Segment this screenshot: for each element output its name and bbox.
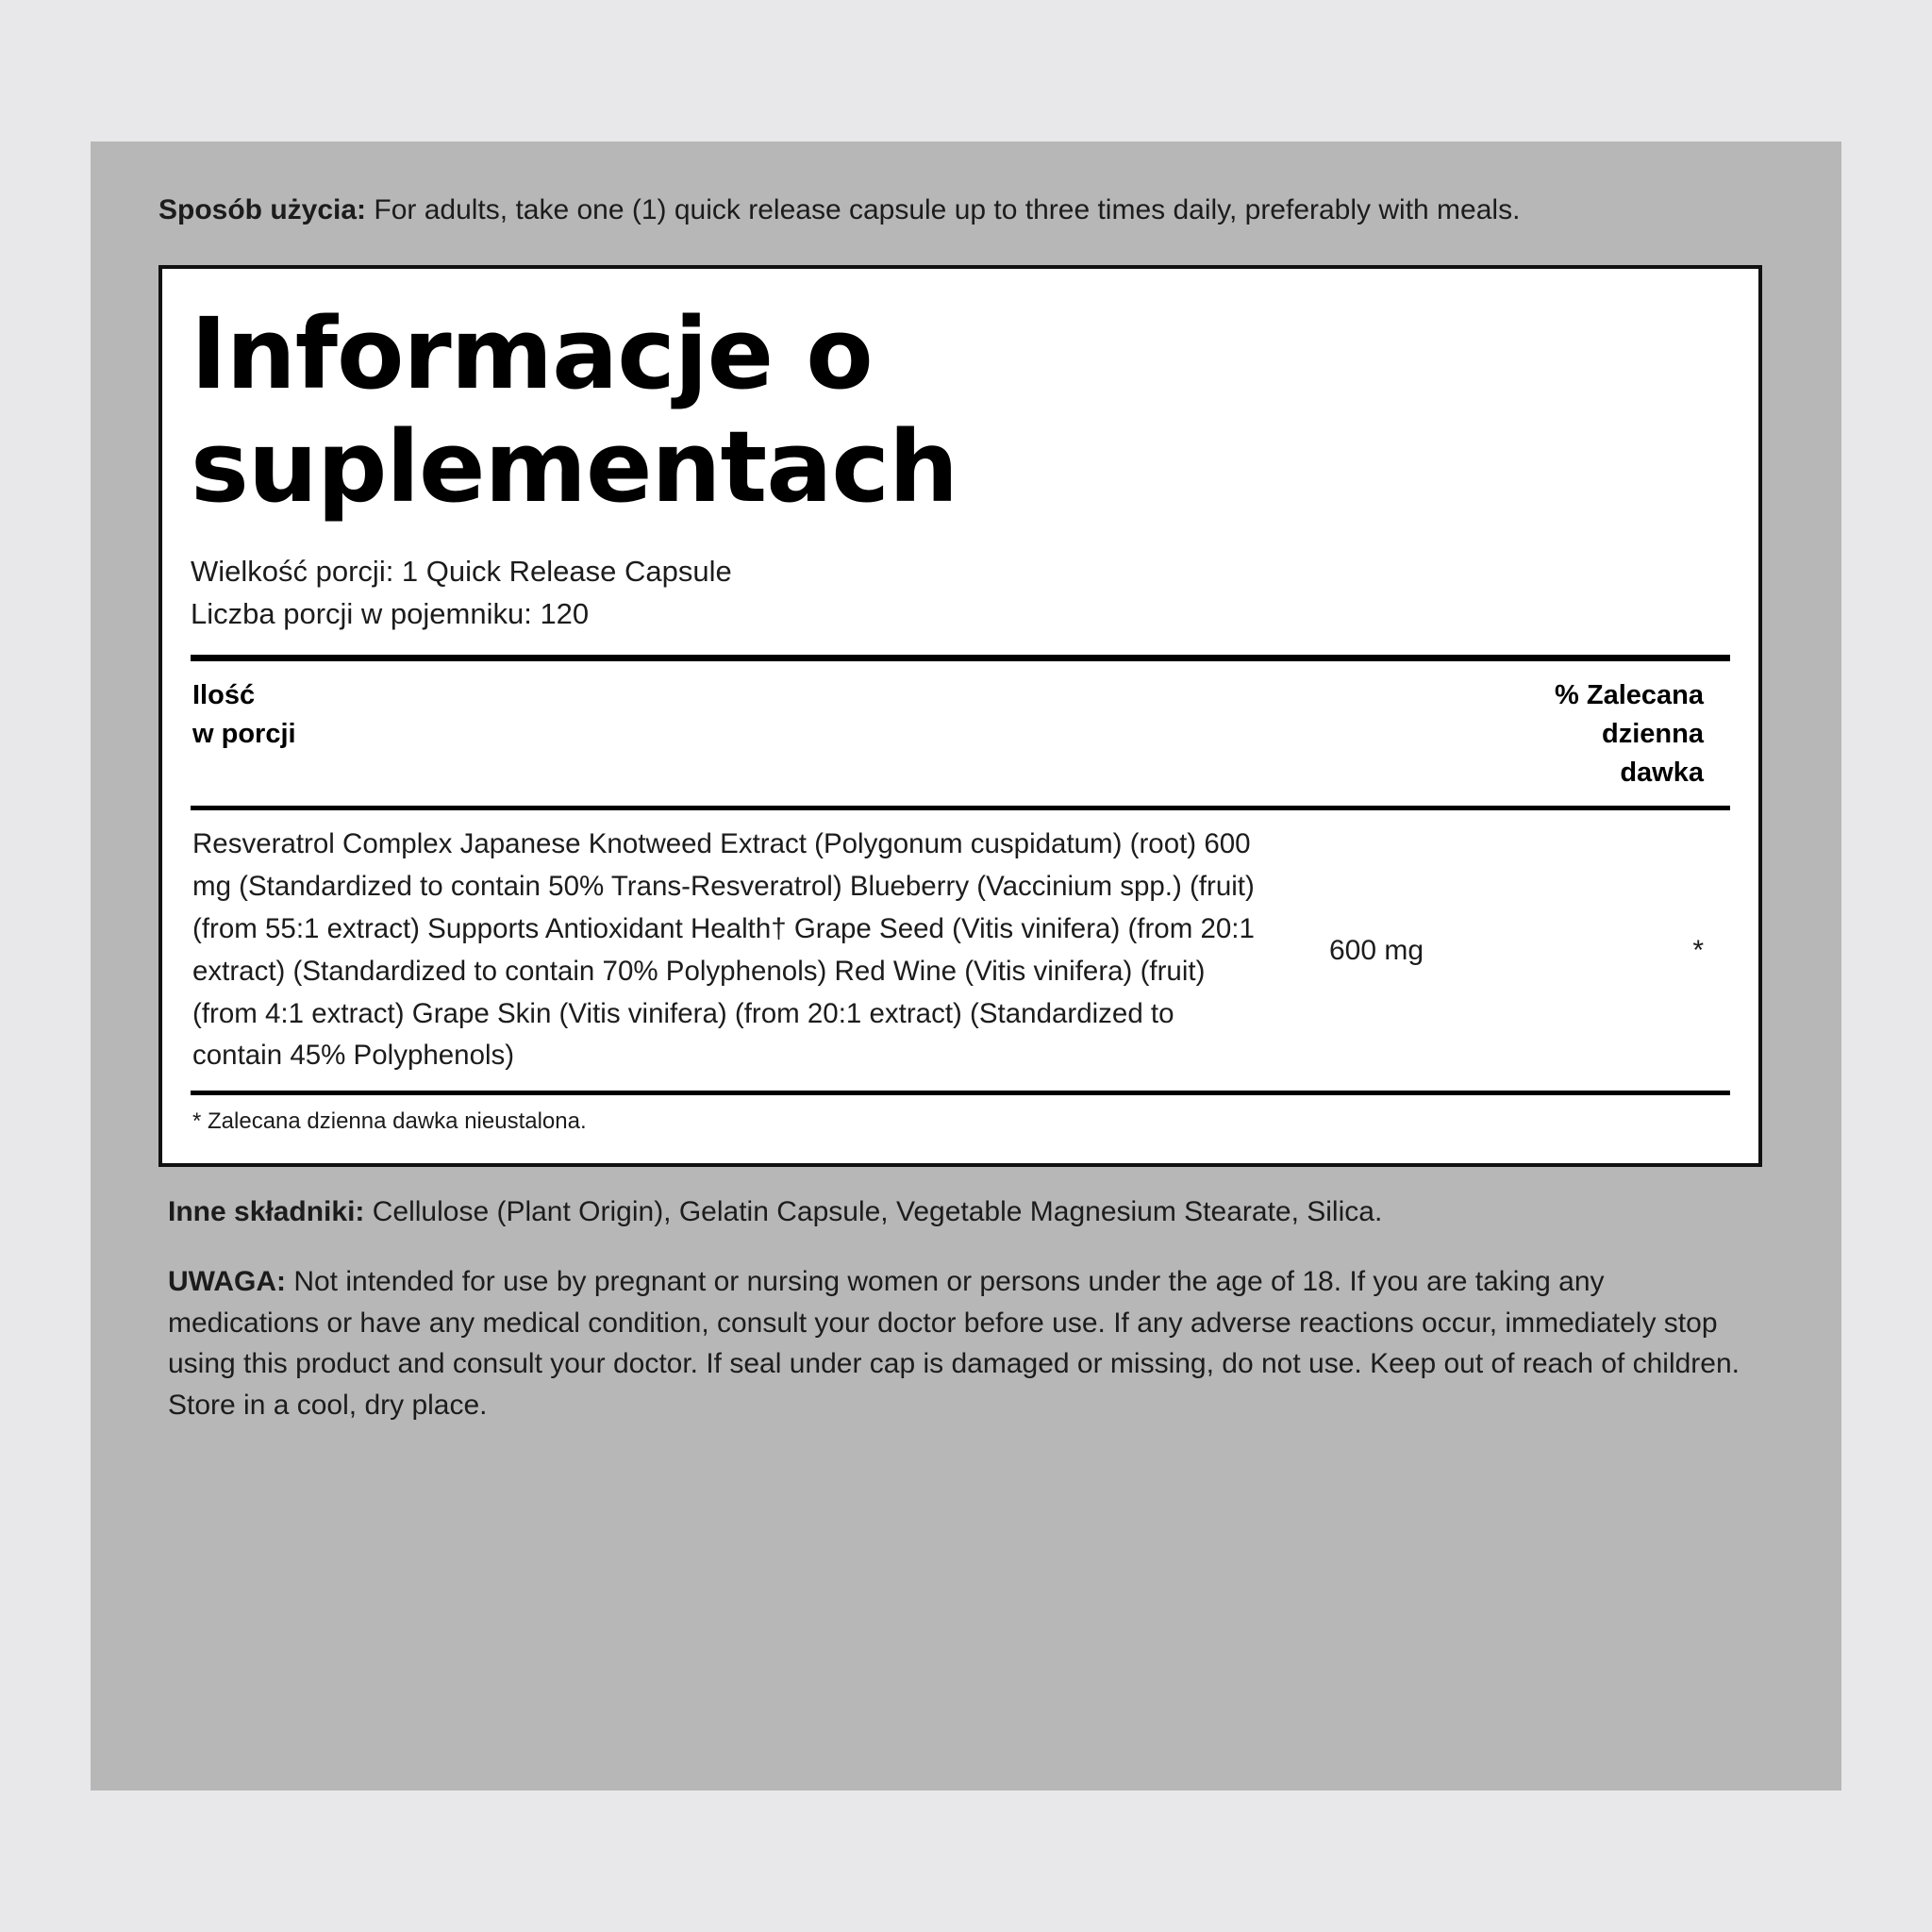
other-ingredients-label: Inne składniki:: [168, 1196, 365, 1228]
other-ingredients-paragraph: [168, 1191, 1753, 1233]
amount-header-line1: Ilość: [192, 679, 256, 710]
table-row: [191, 810, 1730, 1091]
directions-label: Sposób użycia:: [158, 194, 367, 225]
amount-header-line2: w porcji: [192, 718, 296, 749]
directions-text: For adults, take one (1) quick release capsule up to three times daily, preferably with meals.: [366, 194, 1521, 225]
daily-value-header: [1555, 676, 1724, 793]
dv-header-line2: dzienna: [1602, 718, 1704, 749]
panel-footnote: * Zalecana dzienna dawka nieustalona.: [192, 1108, 587, 1135]
column-header-row: [191, 661, 1730, 807]
other-ingredients-text: Cellulose (Plant Origin), Gelatin Capsule, Vegetable Magnesium Stearate, Silica.: [364, 1196, 1383, 1228]
label-card: [91, 142, 1841, 1790]
directions-paragraph: [158, 191, 1668, 231]
label-content: [158, 191, 1774, 1426]
warning-paragraph: [168, 1261, 1762, 1426]
serving-size: Wielkość porcji: 1 Quick Release Capsule: [191, 554, 732, 588]
amount-header: [192, 676, 296, 754]
ingredient-daily-value: *: [1692, 934, 1704, 966]
ingredient-amount: 600 mg: [1328, 934, 1424, 966]
warning-text: Not intended for use by pregnant or nursing women or persons under the age of 18. If you are taking any medications or have any medical condition, consult your doctor before use. If any adverse reactions occur, immediately stop using this product and consult your doctor. If seal under cap is damaged or missing, do not use. Keep out of reach of children. Store in a cool, dry place.: [168, 1265, 1740, 1422]
dv-header-line3: dawka: [1620, 758, 1704, 789]
divider-top: [191, 655, 1730, 661]
warning-label: UWAGA:: [168, 1265, 286, 1297]
panel-title: Informacje o suplementach: [191, 295, 958, 525]
dv-header-line1: % Zalecana: [1555, 679, 1704, 710]
ingredient-name: Resveratrol Complex Japanese Knotweed Extract (Polygonum cuspidatum) (root) 600 mg (Standardized to contain 50% Trans-Resveratrol) Blueberry (Vaccinium spp.) (fruit) (from 55:1 extract) Supports Antioxidant Health† Grape Seed (Vitis vinifera) (from 20:1 extract) (Standardized to contain 70% Polyphenols) Red Wine (Vitis vinifera) (fruit) (from 4:1 extract) Grape Skin (Vitis vinifera) (from 20:1 extract) (Standardized to contain 45% Polyphenols): [192, 828, 1255, 1072]
servings-per-container: Liczba porcji w pojemniku: 120: [191, 596, 590, 630]
supplement-facts-panel: [158, 265, 1762, 1168]
